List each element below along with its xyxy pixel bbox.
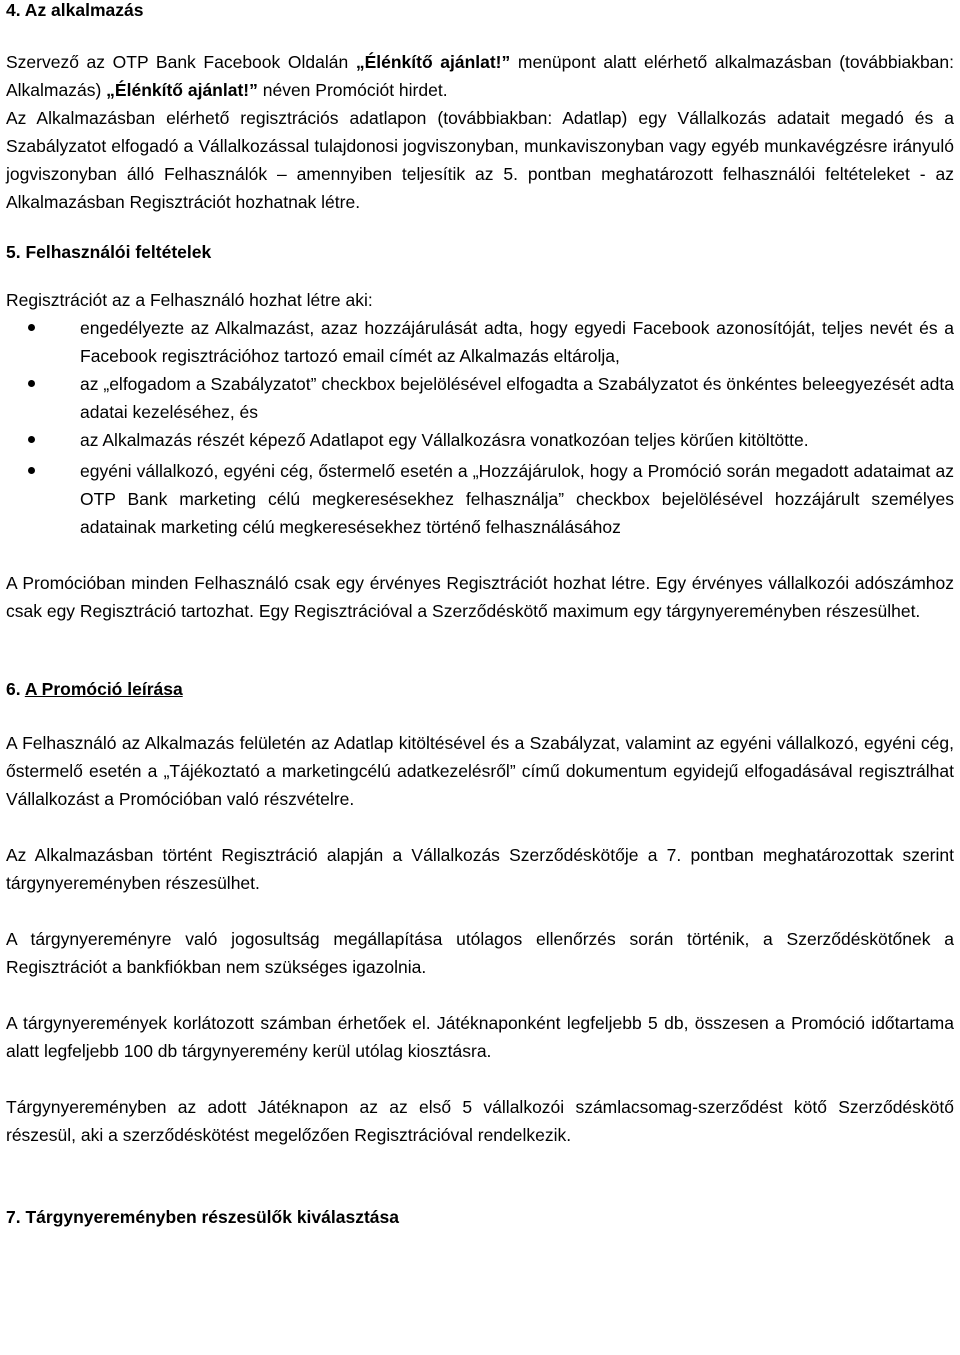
section-5-heading: 5. Felhasználói feltételek bbox=[6, 242, 212, 262]
p1-promo-name-1: „Élénkítő ajánlat!” bbox=[355, 52, 511, 72]
section-6-heading-number: 6. bbox=[6, 679, 25, 699]
p1-text-e: néven Promóciót hirdet. bbox=[257, 80, 448, 100]
list-item: engedélyezte az Alkalmazást, azaz hozzájárulását adta, hogy egyedi Facebook azonosítóját, teljes nevét és a Facebook regisztrációhoz tartozó email címét az Alkalmazás eltárolja, bbox=[80, 314, 954, 370]
section-4-paragraph-1 bbox=[6, 48, 954, 104]
section-6-heading-text: A Promóció leírása bbox=[24, 679, 183, 699]
list-item: az Alkalmazás részét képező Adatlapot egy Vállalkozásra vonatkozóan teljes körűen kitöltötte. bbox=[80, 426, 954, 454]
section-5-intro: Regisztrációt az a Felhasználó hozhat létre aki: bbox=[6, 290, 373, 310]
requirements-list bbox=[6, 314, 954, 541]
section-4-paragraph-2: Az Alkalmazásban elérhető regisztrációs adatlapon (továbbiakban: Adatlap) egy Vállalkozás adatait megadó és a Szabályzatot elfogadó a Vállalkozással tulajdonosi jogviszonyban, munkaviszonyban vagy egyéb munkavégzésre irányuló jogviszonyban álló Felhasználók – amennyiben teljesítik az 5. pontban meghatározott felhasználói feltételeket - az Alkalmazásban Regisztrációt hozhatnak létre. bbox=[6, 108, 954, 212]
list-item: az „elfogadom a Szabályzatot” checkbox bejelölésével elfogadta a Szabályzatot és önkéntes beleegyezését adta adatai kezeléséhez, és bbox=[80, 370, 954, 426]
section-7-heading: 7. Tárgynyereményben részesülők kiválasztása bbox=[6, 1207, 399, 1227]
section-6-paragraph-1: A Felhasználó az Alkalmazás felületén az Adatlap kitöltésével és a Szabályzat, valamint az egyéni vállalkozó, egyéni cég, őstermelő esetén a „Tájékoztató a marketingcélú adatkezelésről” című dokumentum egyidejű elfogadásával regisztrálhat Vállalkozást a Promócióban való részvételre. bbox=[6, 733, 954, 809]
list-item: egyéni vállalkozó, egyéni cég, őstermelő esetén a „Hozzájárulok, hogy a Promóció során megadott adataimat az OTP Bank marketing célú megkeresésekhez felhasználja” checkbox bejelölésével hozzájárult személyes adatainak marketing célú megkeresésekhez történő felhasználásához bbox=[80, 457, 954, 541]
section-4-heading: 4. Az alkalmazás bbox=[6, 0, 144, 20]
section-6-paragraph-2: Az Alkalmazásban történt Regisztráció alapján a Vállalkozás Szerződéskötője a 7. pontban meghatározottak szerint tárgynyereményben részesülhet. bbox=[6, 845, 954, 893]
section-6-paragraph-5: Tárgynyereményben az adott Játéknapon az az első 5 vállalkozói számlacsomag-szerződést kötő Szerződéskötő részesül, aki a szerződéskötést megelőzően Regisztrációval rendelkezik. bbox=[6, 1097, 954, 1145]
section-5-paragraph-after: A Promócióban minden Felhasználó csak egy érvényes Regisztrációt hozhat létre. Egy érvényes vállalkozói adószámhoz csak egy Regisztráció tartozhat. Egy Regisztrációval a Szerződéskötő maximum egy tárgynyereményben részesülhet. bbox=[6, 573, 954, 621]
p1-text-c: menüpont alatt elérhető alkalmazásban (továbbiakban: Alkalmazás) bbox=[6, 52, 955, 100]
section-6-heading bbox=[6, 677, 954, 701]
p1-promo-name-2: „Élénkítő ajánlat!” bbox=[106, 80, 258, 100]
p1-text-a: Szervező az OTP Bank Facebook Oldalán bbox=[6, 52, 356, 72]
section-6-paragraph-3: A tárgynyereményre való jogosultság megállapítása utólagos ellenőrzés során történik, a Szerződéskötőnek a Regisztrációt a bankfiókban nem szükséges igazolnia. bbox=[6, 929, 954, 977]
section-6-paragraph-4: A tárgynyeremények korlátozott számban érhetőek el. Játéknaponként legfeljebb 5 db, összesen a Promóció időtartama alatt legfeljebb 100 db tárgynyeremény kerül utólag kiosztásra. bbox=[6, 1013, 954, 1061]
